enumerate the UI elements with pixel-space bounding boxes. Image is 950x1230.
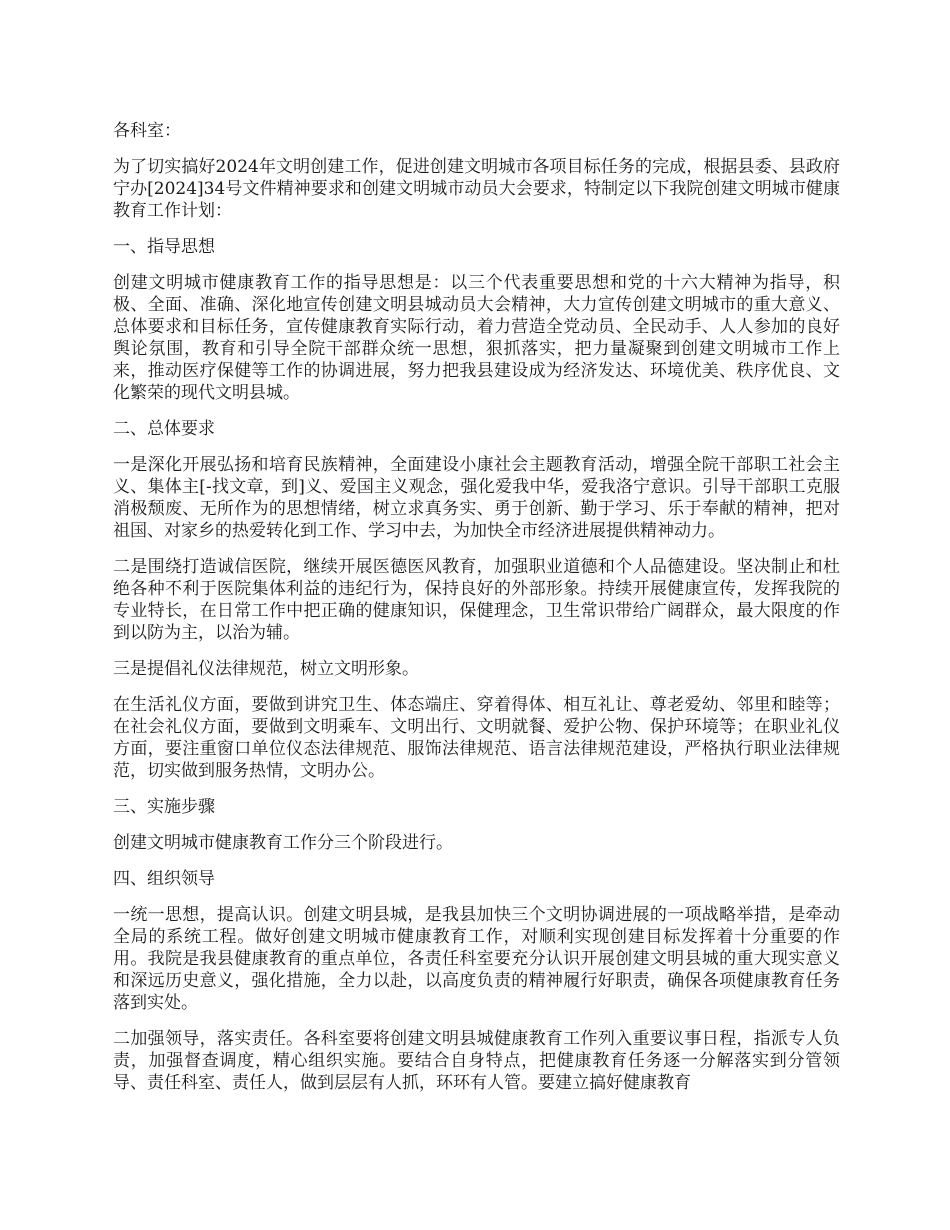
section-heading-general-requirements: 二、总体要求 — [113, 419, 215, 439]
paragraph-strengthen-leadership: 二加强领导，落实责任。各科室要将创建文明县城健康教育工作列入重要议事日程，指派专人负责，加强督查调度，精心组织实施。要结合自身特点，把健康教育任务逐一分解落实到分管领导、责任科室、责任人，做到层层有人抓，环环有人管。要建立搞好健康教育 — [113, 1029, 840, 1093]
section-heading-organization-leadership: 四、组织领导 — [113, 869, 215, 889]
document-body — [113, 120, 840, 1108]
paragraph-implementation-steps: 创建文明城市健康教育工作分三个阶段进行。 — [113, 833, 453, 853]
intro-paragraph: 为了切实搞好2024年文明创建工作，促进创建文明城市各项目标任务的完成，根据县委、县政府宁办[2024]34号文件精神要求和创建文明城市动员大会要求，特制定以下我院创建文明城市健康教育工作计划： — [113, 157, 840, 221]
paragraph-requirement-one: 一是深化开展弘扬和培育民族精神，全面建设小康社会主题教育活动，增强全院干部职工社会主义、集体主[-找文章，到]义、爱国主义观念，强化爱我中华，爱我洛宁意识。引导干部职工克服消极颓废、无所作为的思想情绪，树立求真务实、勇于创新、勤于学习、乐于奉献的精神，把对祖国、对家乡的热爱转化到工作、学习中去，为加快全市经济进展提供精神动力。 — [113, 455, 840, 541]
paragraph-requirement-two: 二是围绕打造诚信医院，继续开展医德医风教育，加强职业道德和个人品德建设。坚决制止和杜绝各种不利于医院集体利益的违纪行为，保持良好的外部形象。持续开展健康宣传，发挥我院的专业特长，在日常工作中把正确的健康知识，保健理念，卫生常识带给广阔群众，最大限度的作到以防为主，以治为辅。 — [113, 557, 840, 643]
section-heading-guiding-ideology: 一、指导思想 — [113, 237, 215, 257]
salutation: 各科室： — [113, 121, 181, 141]
paragraph-requirement-three: 三是提倡礼仪法律规范，树立文明形象。 — [113, 659, 419, 679]
section-heading-implementation-steps: 三、实施步骤 — [113, 797, 215, 817]
paragraph-guiding-ideology: 创建文明城市健康教育工作的指导思想是：以三个代表重要思想和党的十六大精神为指导，积极、全面、准确、深化地宣传创建文明县城动员大会精神，大力宣传创建文明城市的重大意义、总体要求和目标任务，宣传健康教育实际行动，着力营造全党动员、全民动手、人人参加的良好舆论氛围，教育和引导全院干部群众统一思想，狠抓落实，把力量凝聚到创建文明城市工作上来，推动医疗保健等工作的协调进展，努力把我县建设成为经济发达、环境优美、秩序优良、文化繁荣的现代文明县城。 — [113, 273, 840, 403]
paragraph-unify-thinking: 一统一思想，提高认识。创建文明县城，是我县加快三个文明协调进展的一项战略举措，是牵动全局的系统工程。做好创建文明城市健康教育工作，对顺利实现创建目标发挥着十分重要的作用。我院是我县健康教育的重点单位，各责任科室要充分认识开展创建文明县城的重大现实意义和深远历史意义，强化措施，全力以赴，以高度负责的精神履行好职责，确保各项健康教育任务落到实处。 — [113, 905, 840, 1013]
paragraph-etiquette: 在生活礼仪方面，要做到讲究卫生、体态端庄、穿着得体、相互礼让、尊老爱幼、邻里和睦等；在社会礼仪方面，要做到文明乘车、文明出行、文明就餐、爱护公物、保护环境等；在职业礼仪方面，要注重窗口单位仪态法律规范、服饰法律规范、语言法律规范建设，严格执行职业法律规范，切实做到服务热情，文明办公。 — [113, 695, 840, 781]
